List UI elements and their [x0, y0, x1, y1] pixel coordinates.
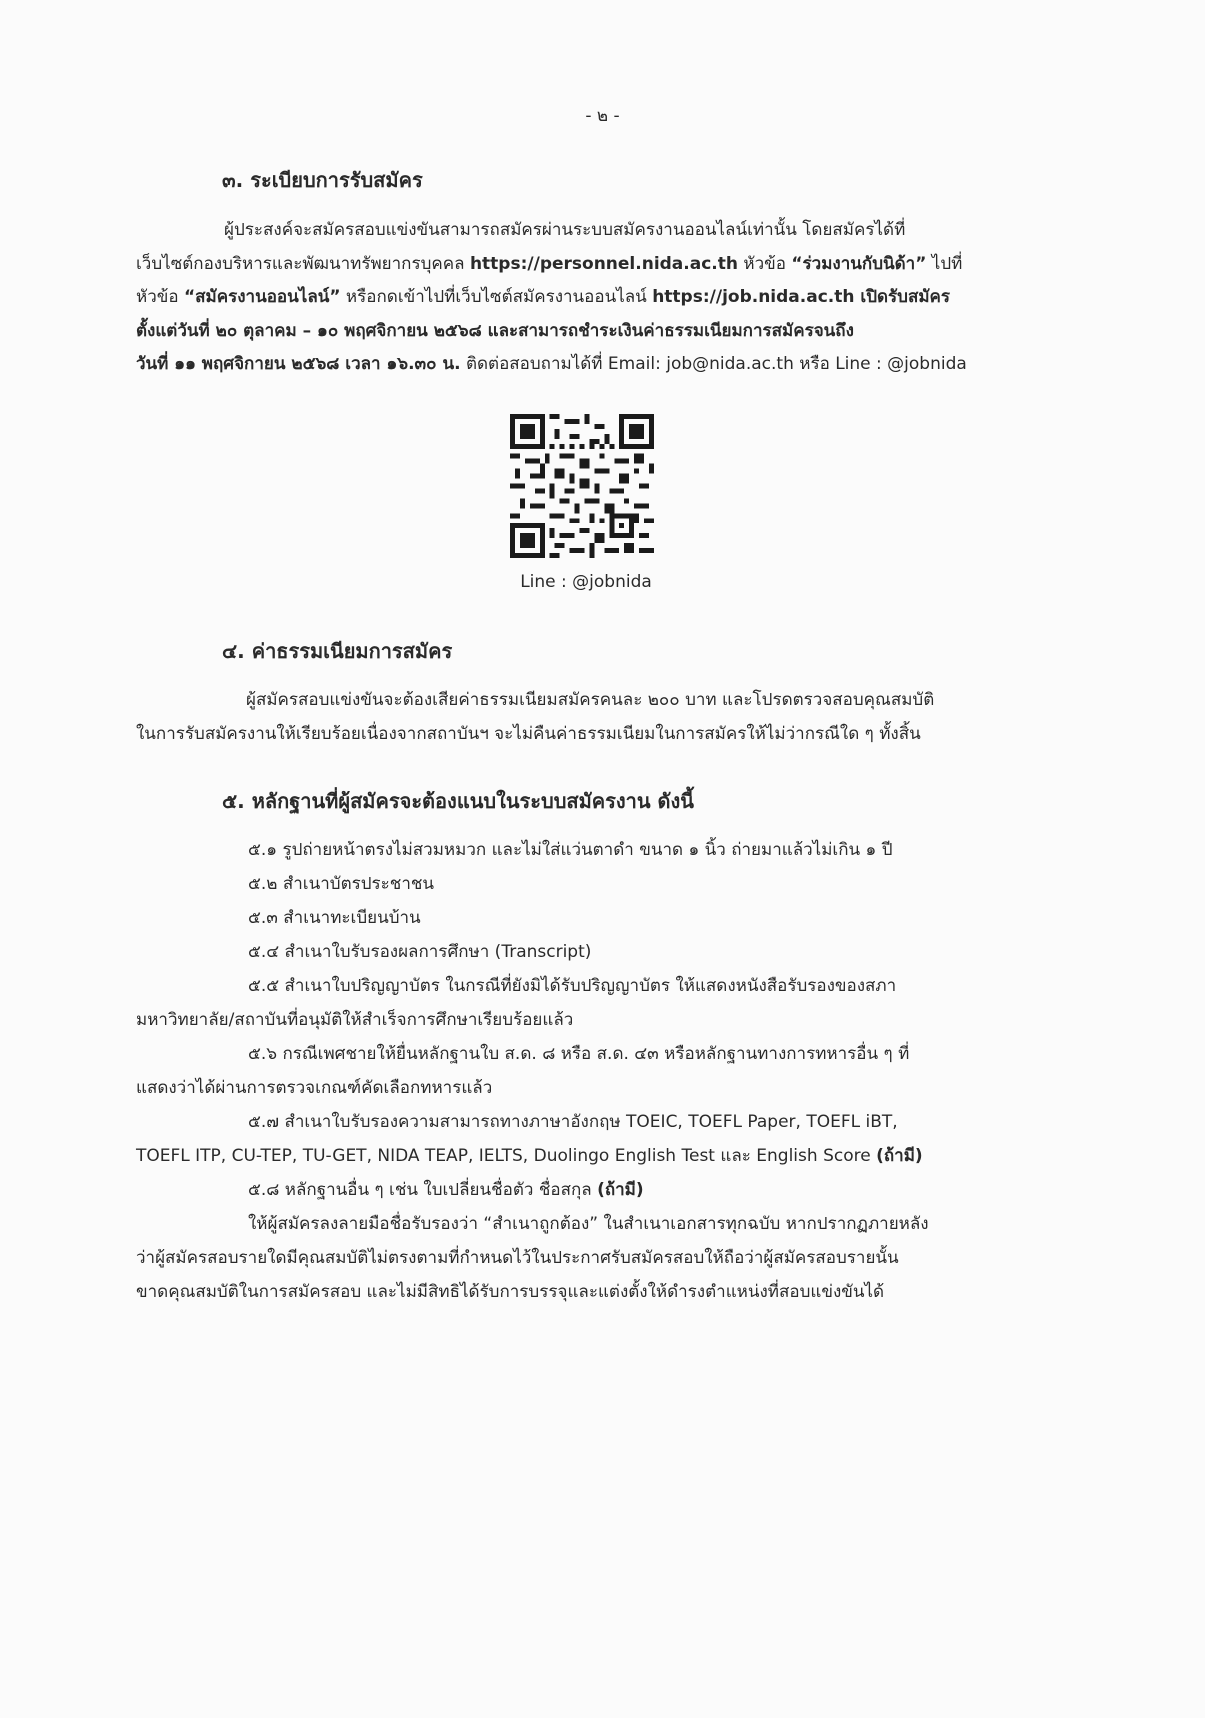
paragraph-line: หัวข้อ “สมัครงานออนไลน์” หรือกดเข้าไปที่เว็บไซต์สมัครงานออนไลน์ https://job.nida.ac.th เปิดรับสมัคร — [136, 287, 951, 307]
job-url: https://job.nida.ac.th เปิดรับสมัคร — [652, 287, 951, 307]
section-4-paragraph — [136, 684, 1042, 751]
paragraph-line: วันที่ ๑๑ พฤศจิกายน ๒๕๖๘ เวลา ๑๖.๓๐ น. ติดต่อสอบถามได้ที่ Email: job@nida.ac.th หรือ Line : @jobnida — [136, 354, 967, 374]
note-line: ขาดคุณสมบัติในการสมัครสอบ และไม่มีสิทธิได้รับการบรรจุและแต่งตั้งให้ดำรงตำแหน่งที่สอบแข่งขันได้ — [136, 1282, 885, 1302]
section-5-heading: ๕. หลักฐานที่ผู้สมัครจะต้องแนบในระบบสมัครงาน ดังนี้ — [222, 789, 694, 813]
section-3-paragraph — [136, 214, 1042, 382]
note-line: ให้ผู้สมัครลงลายมือชื่อรับรองว่า “สำเนาถูกต้อง” ในสำเนาเอกสารทุกฉบับ หากปรากฏภายหลัง — [248, 1214, 929, 1234]
list-item: ๕.๖ กรณีเพศชายให้ยื่นหลักฐานใบ ส.ด. ๘ หรือ ส.ด. ๔๓ หรือหลักฐานทางการทหารอื่น ๆ ที่ — [248, 1044, 910, 1064]
list-item: ๕.๒ สำเนาบัตรประชาชน — [248, 874, 435, 894]
list-item: ๕.๘ หลักฐานอื่น ๆ เช่น ใบเปลี่ยนชื่อตัว ชื่อสกุล (ถ้ามี) — [248, 1180, 644, 1200]
section-3-heading: ๓. ระเบียบการรับสมัคร — [222, 168, 423, 192]
list-item: ๕.๓ สำเนาทะเบียนบ้าน — [248, 908, 421, 928]
list-item: TOEFL ITP, CU-TEP, TU-GET, NIDA TEAP, IELTS, Duolingo English Test และ English Score (ถ้ามี) — [136, 1146, 923, 1166]
personnel-url: https://personnel.nida.ac.th — [469, 253, 738, 274]
paragraph-line: ผู้สมัครสอบแข่งขันจะต้องเสียค่าธรรมเนียมสมัครคนละ ๒๐๐ บาท และโปรดตรวจสอบคุณสมบัติ — [246, 690, 935, 710]
qr-caption: Line : @jobnida — [520, 572, 652, 592]
list-item: ๕.๔ สำเนาใบรับรองผลการศึกษา (Transcript) — [248, 942, 592, 962]
paragraph-line: ในการรับสมัครงานให้เรียบร้อยเนื่องจากสถาบันฯ จะไม่คืนค่าธรรมเนียมในการสมัครให้ไม่ว่ากรณีใด ๆ ทั้งสิ้น — [136, 723, 921, 744]
section-4-heading: ๔. ค่าธรรมเนียมการสมัคร — [222, 639, 453, 663]
paragraph-line: เว็บไซต์กองบริหารและพัฒนาทรัพยากรบุคคล https://personnel.nida.ac.th หัวข้อ “ร่วมงานกับนิด้า” ไปที่ — [136, 253, 963, 274]
list-item: ๕.๑ รูปถ่ายหน้าตรงไม่สวมหมวก และไม่ใส่แว่นตาดำ ขนาด ๑ นิ้ว ถ่ายมาแล้วไม่เกิน ๑ ปี — [248, 840, 893, 860]
paragraph-line: ผู้ประสงค์จะสมัครสอบแข่งขันสามารถสมัครผ่านระบบสมัครงานออนไลน์เท่านั้น โดยสมัครได้ที่ — [224, 220, 906, 240]
note-line: ว่าผู้สมัครสอบรายใดมีคุณสมบัติไม่ตรงตามที่กำหนดไว้ในประกาศรับสมัครสอบให้ถือว่าผู้สมัครสอบรายนั้น — [136, 1248, 899, 1268]
list-item: ๕.๗ สำเนาใบรับรองความสามารถทางภาษาอังกฤษ TOEIC, TOEFL Paper, TOEFL iBT, — [248, 1112, 898, 1132]
list-item: ๕.๕ สำเนาใบปริญญาบัตร ในกรณีที่ยังมิได้รับปริญญาบัตร ให้แสดงหนังสือรับรองของสภา — [248, 976, 897, 996]
page-number: - ๒ - — [585, 106, 620, 126]
list-item: แสดงว่าได้ผ่านการตรวจเกณฑ์คัดเลือกทหารแล้ว — [136, 1078, 493, 1098]
line-qr-code — [510, 414, 654, 558]
paragraph-line: ตั้งแต่วันที่ ๒๐ ตุลาคม – ๑๐ พฤศจิกายน ๒๕๖๘ และสามารถชำระเงินค่าธรรมเนียมการสมัครจนถึง — [136, 320, 854, 341]
list-item: มหาวิทยาลัย/สถาบันที่อนุมัติให้สำเร็จการศึกษาเรียบร้อยแล้ว — [136, 1010, 574, 1030]
